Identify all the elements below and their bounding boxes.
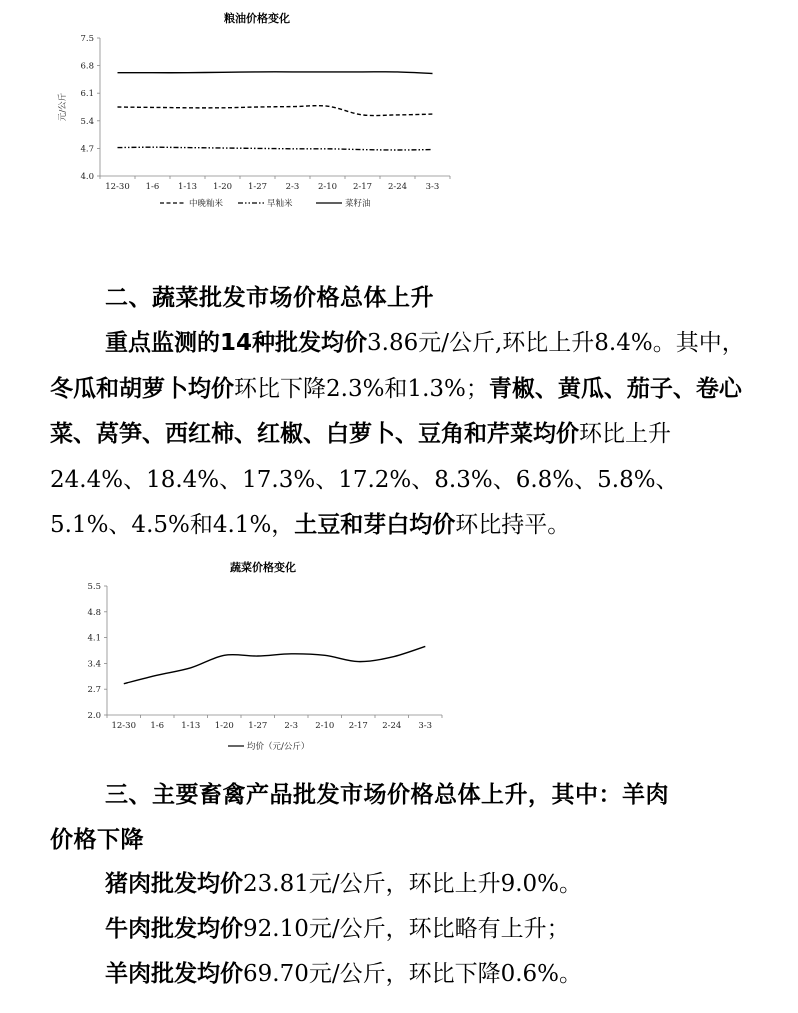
y-tick-label: 5.5 <box>87 582 101 592</box>
x-tick-label: 2-24 <box>382 721 402 731</box>
x-tick-label: 1-20 <box>212 182 233 192</box>
mutton-value: 69.70元/公斤，环比下降0.6%。 <box>243 961 583 987</box>
x-tick-label: 2-3 <box>285 182 300 192</box>
legend-label-2: 早籼米 <box>267 199 293 209</box>
y-tick-label: 4.0 <box>80 172 94 182</box>
vegetable-chart-svg <box>78 555 448 755</box>
x-tick-label: 1-20 <box>214 721 234 731</box>
y-tick-label: 4.1 <box>87 633 101 644</box>
section2-heading: 二、蔬菜批发市场价格总体上升 <box>105 285 434 311</box>
x-tick-label: 2-10 <box>315 721 335 731</box>
y-axis-label: 元/公斤 <box>58 92 68 122</box>
x-tick-label: 2-17 <box>348 721 368 731</box>
series-line-1 <box>124 646 426 683</box>
winter-melon-carrot-label: 冬瓜和胡萝卜均价 <box>50 375 234 402</box>
section3-heading-line2: 价格下降 <box>50 827 144 853</box>
x-tick-label: 1-6 <box>145 182 160 192</box>
chart-title: 粮油价格变化 <box>224 12 290 25</box>
x-tick-label: 1-27 <box>247 182 268 192</box>
x-tick-label: 2-3 <box>284 721 299 731</box>
pork-label: 猪肉批发均价 <box>105 871 243 897</box>
x-tick-label: 2-17 <box>352 182 373 192</box>
grain-oil-price-chart <box>52 0 462 215</box>
chart-title: 蔬菜价格变化 <box>230 561 296 574</box>
beef-value: 92.10元/公斤，环比略有上升； <box>243 916 570 942</box>
mutton-label: 羊肉批发均价 <box>105 961 243 987</box>
vegetable-avg-value: 3.86元/公斤,环比上升8.4%。 <box>367 330 676 356</box>
legend-label-1: 中晚籼米 <box>189 199 224 209</box>
winter-melon-carrot-change: 环比下降2.3%和1.3%； <box>234 375 489 402</box>
vegetable-price-chart <box>78 555 448 755</box>
series-line-2 <box>118 147 433 150</box>
y-tick-label: 2.0 <box>87 711 101 721</box>
y-tick-label: 3.4 <box>87 659 101 670</box>
section3-heading-line1: 三、主要畜禽产品批发市场价格总体上升，其中：羊肉 <box>105 782 669 808</box>
beef-price-line <box>105 907 570 952</box>
rising-vegetables-change: 环比上升24.4%、18.4%、17.3%、17.2%、8.3%、6.8%、5.8%、5.1%、4.5%和4.1%， <box>50 421 679 538</box>
beef-label: 牛肉批发均价 <box>105 916 243 942</box>
x-tick-label: 12-30 <box>111 721 137 731</box>
y-tick-label: 2.7 <box>87 685 101 696</box>
grain-oil-chart-svg <box>52 0 462 215</box>
x-tick-label: 2-24 <box>387 182 408 192</box>
x-tick-label: 1-27 <box>248 721 268 731</box>
y-tick-label: 5.4 <box>80 116 94 127</box>
section2-paragraph <box>50 321 755 549</box>
pork-price-line <box>105 862 582 907</box>
y-tick-label: 4.8 <box>87 607 101 618</box>
winter-melon-prefix: 其中， <box>675 330 745 356</box>
x-tick-label: 1-6 <box>150 721 165 731</box>
vegetable-avg-label: 重点监测的14种批发均价 <box>105 330 368 356</box>
pork-value: 23.81元/公斤，环比上升9.0%。 <box>243 871 583 897</box>
x-tick-label: 12-30 <box>105 182 130 192</box>
y-tick-label: 4.7 <box>80 144 94 155</box>
rising-vegetables-label: 青椒、黄瓜、茄子、卷心菜、莴笋、西红柿、红椒、白萝卜、豆角和芹菜均价 <box>50 375 742 447</box>
series-line-3 <box>118 72 433 74</box>
y-tick-label: 7.5 <box>80 34 94 44</box>
x-tick-label: 2-10 <box>317 182 338 192</box>
legend-label-3: 菜籽油 <box>345 199 371 209</box>
x-tick-label: 3-3 <box>418 721 433 731</box>
legend-label-1: 均价（元/公斤） <box>247 742 310 752</box>
mutton-price-line <box>105 952 582 997</box>
potato-cabbage-label: 土豆和芽白均价 <box>294 512 456 538</box>
series-line-1 <box>118 106 433 116</box>
x-tick-label: 3-3 <box>425 182 440 192</box>
potato-cabbage-change: 环比持平。 <box>455 512 571 538</box>
y-tick-label: 6.8 <box>80 61 94 72</box>
x-tick-label: 1-13 <box>177 182 198 192</box>
y-tick-label: 6.1 <box>80 89 94 100</box>
x-tick-label: 1-13 <box>181 721 201 731</box>
